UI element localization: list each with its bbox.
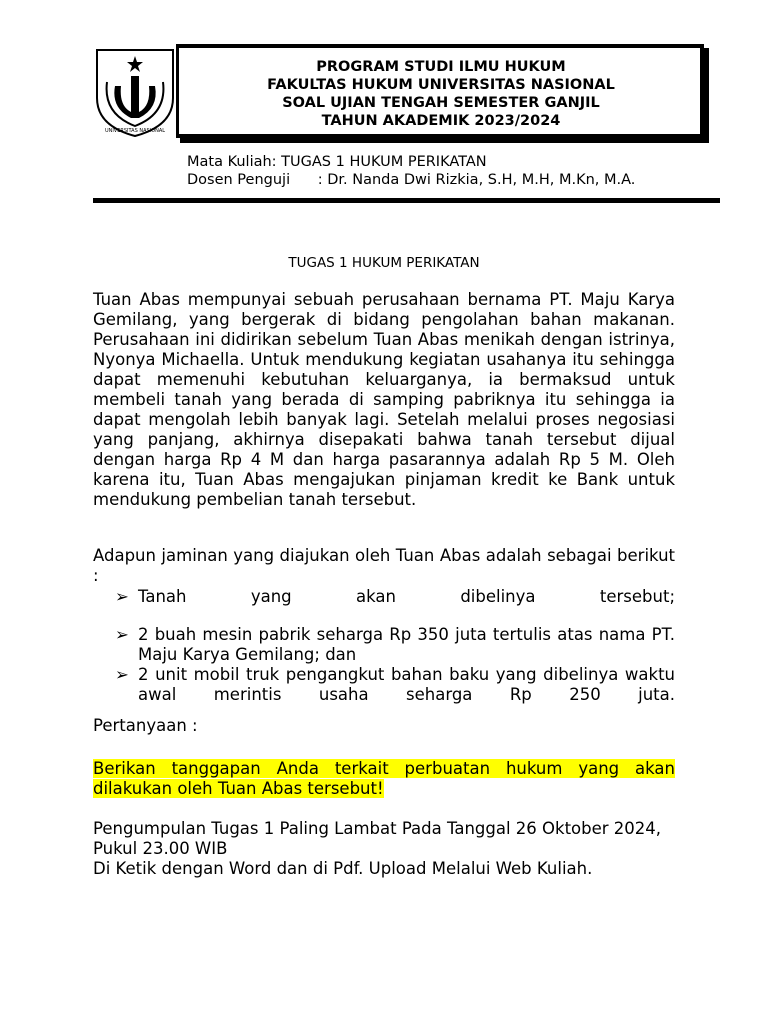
- question-text: Berikan tanggapan Anda terkait perbuatan hukum yang akan dilakukan oleh Tuan Abas tersebut!: [93, 759, 675, 798]
- upload-note: Di Ketik dengan Word dan di Pdf. Upload Melalui Web Kuliah.: [93, 859, 593, 878]
- header-line-program: PROGRAM STUDI ILMU HUKUM: [316, 59, 566, 75]
- header-line-year: TAHUN AKADEMIK 2023/2024: [321, 113, 561, 129]
- course-meta: [187, 153, 635, 189]
- header-title: [180, 58, 702, 130]
- list-item: ➢ 2 unit mobil truk pengangkut bahan baku yang dibelinya waktu awal merintis usaha seharga Rp 250 juta.: [115, 665, 675, 704]
- arrow-bullet-icon: ➢: [115, 665, 129, 684]
- submission-info: [93, 819, 675, 879]
- deadline-text: Pengumpulan Tugas 1 Paling Lambat Pada Tanggal 26 Oktober 2024, Pukul 23.00 WIB: [93, 819, 662, 858]
- header-line-exam: SOAL UJIAN TENGAH SEMESTER GANJIL: [282, 95, 600, 111]
- course-name: Mata Kuliah: TUGAS 1 HUKUM PERIKATAN: [187, 154, 487, 170]
- header-box-shadow-right: [704, 48, 709, 142]
- list-item: ➢ Tanah yang akan dibelinya tersebut;: [115, 587, 675, 606]
- svg-text:UNIVERSITAS NASIONAL: UNIVERSITAS NASIONAL: [104, 128, 166, 134]
- header-box-shadow-bottom: [180, 138, 709, 143]
- university-crest-icon: [93, 46, 177, 138]
- header-divider: [93, 198, 720, 203]
- arrow-bullet-icon: ➢: [115, 587, 129, 606]
- header-line-faculty: FAKULTAS HUKUM UNIVERSITAS NASIONAL: [267, 77, 615, 93]
- arrow-bullet-icon: ➢: [115, 625, 129, 644]
- question-label: Pertanyaan :: [93, 716, 198, 735]
- collateral-intro: Adapun jaminan yang diajukan oleh Tuan Abas adalah sebagai berikut :: [93, 546, 675, 585]
- lecturer-name: Dosen Penguji : Dr. Nanda Dwi Rizkia, S.H, M.H, M.Kn, M.A.: [187, 172, 636, 188]
- assignment-title: TUGAS 1 HUKUM PERIKATAN: [288, 255, 480, 271]
- collateral-list: [115, 587, 675, 705]
- case-paragraph: Tuan Abas mempunyai sebuah perusahaan bernama PT. Maju Karya Gemilang, yang bergerak di bidang pengolahan bahan makanan. Perusahaan ini didirikan sebelum Tuan Abas menikah dengan istrinya, Nyonya Michaella. Untuk mendukung kegiatan usahanya itu sehingga dapat memenuhi kebutuhan keluarganya, ia bermaksud untuk membeli tanah yang berada di samping pabriknya itu sehingga ia dapat mengolah lebih banyak lagi. Setelah melalui proses negosiasi yang panjang, akhirnya disepakati bahwa tanah tersebut dijual dengan harga Rp 4 M dan harga pasarannya adalah Rp 5 M. Oleh karena itu, Tuan Abas mengajukan pinjaman kredit ke Bank untuk mendukung pembelian tanah tersebut.: [93, 290, 675, 509]
- list-item: ➢ 2 buah mesin pabrik seharga Rp 350 juta tertulis atas nama PT. Maju Karya Gemilang; dan: [115, 625, 675, 664]
